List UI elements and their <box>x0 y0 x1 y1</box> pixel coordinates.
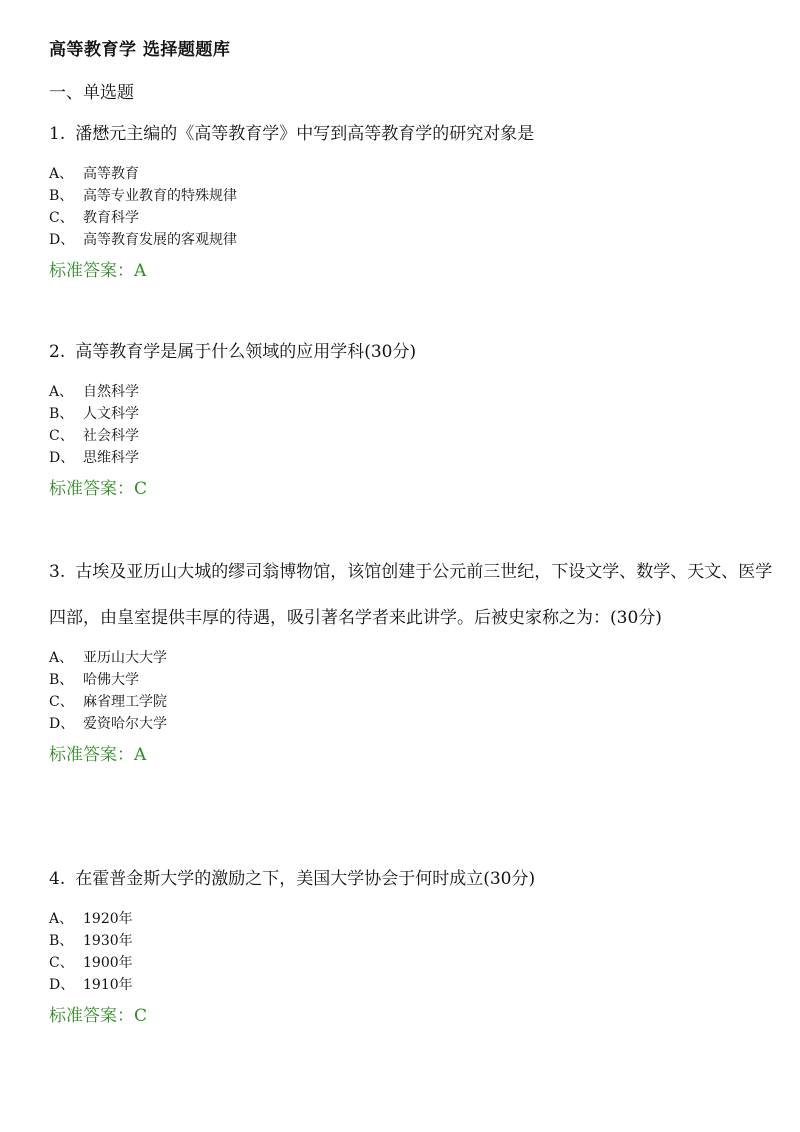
option-letter: C、 <box>49 955 74 971</box>
option-text: 1900年 <box>83 955 133 971</box>
standard-answer <box>49 741 779 769</box>
option-a <box>49 647 779 669</box>
question-text <box>49 549 779 641</box>
question-number: 3. <box>49 562 66 582</box>
option-letter: B、 <box>49 406 74 422</box>
option-text: 爱资哈尔大学 <box>83 716 167 732</box>
answer-value: A <box>134 261 147 281</box>
answer-label: 标准答案： <box>49 745 134 765</box>
option-a <box>49 908 779 930</box>
option-letter: C、 <box>49 210 74 226</box>
option-c <box>49 952 779 974</box>
option-letter: A、 <box>49 166 74 182</box>
answer-label: 标准答案： <box>49 479 134 499</box>
option-text: 高等教育 <box>83 166 139 182</box>
question-3 <box>49 549 779 769</box>
question-body: 古埃及亚历山大城的缪司翁博物馆，该馆创建于公元前三世纪，下设文学、数学、天文、医学四部，由皇室提供丰厚的待遇，吸引著名学者来此讲学。后被史家称之为：(30分) <box>49 562 773 628</box>
option-a <box>49 381 779 403</box>
question-body: 潘懋元主编的《高等教育学》中写到高等教育学的研究对象是 <box>75 124 535 144</box>
option-letter: D、 <box>49 977 75 993</box>
option-text: 教育科学 <box>83 210 139 226</box>
answer-value: A <box>134 745 147 765</box>
option-b <box>49 403 779 425</box>
option-text: 思维科学 <box>83 450 139 466</box>
question-number: 1. <box>49 124 66 144</box>
option-text: 高等教育发展的客观规律 <box>83 232 237 248</box>
option-list <box>49 163 779 251</box>
option-text: 1910年 <box>83 977 133 993</box>
option-text: 自然科学 <box>83 384 139 400</box>
option-d <box>49 447 779 469</box>
option-letter: D、 <box>49 232 75 248</box>
option-b <box>49 930 779 952</box>
answer-value: C <box>134 479 148 499</box>
answer-value: C <box>134 1006 148 1026</box>
question-2 <box>49 329 779 503</box>
standard-answer <box>49 1002 779 1030</box>
answer-label: 标准答案： <box>49 1006 134 1026</box>
standard-answer <box>49 475 779 503</box>
option-text: 1920年 <box>83 911 133 927</box>
option-letter: A、 <box>49 911 74 927</box>
question-text <box>49 329 779 375</box>
section-title: 一、单选题 <box>49 83 134 103</box>
option-text: 麻省理工学院 <box>83 694 167 710</box>
option-letter: A、 <box>49 650 74 666</box>
question-number: 4. <box>49 869 66 889</box>
option-text: 亚历山大大学 <box>83 650 167 666</box>
option-letter: D、 <box>49 450 75 466</box>
question-text <box>49 111 779 157</box>
question-4 <box>49 856 779 1030</box>
option-text: 哈佛大学 <box>83 672 139 688</box>
option-letter: B、 <box>49 933 74 949</box>
question-1 <box>49 111 779 285</box>
option-letter: C、 <box>49 694 74 710</box>
option-text: 人文科学 <box>83 406 139 422</box>
option-text: 1930年 <box>83 933 133 949</box>
answer-label: 标准答案： <box>49 261 134 281</box>
option-c <box>49 425 779 447</box>
option-list <box>49 647 779 735</box>
document-title: 高等教育学 选择题题库 <box>49 40 231 60</box>
question-number: 2. <box>49 342 66 362</box>
option-c <box>49 691 779 713</box>
option-d <box>49 713 779 735</box>
option-text: 高等专业教育的特殊规律 <box>83 188 237 204</box>
option-text: 社会科学 <box>83 428 139 444</box>
option-a <box>49 163 779 185</box>
question-text <box>49 856 779 902</box>
option-letter: A、 <box>49 384 74 400</box>
option-b <box>49 185 779 207</box>
option-c <box>49 207 779 229</box>
option-letter: D、 <box>49 716 75 732</box>
question-body: 高等教育学是属于什么领域的应用学科(30分) <box>75 342 417 362</box>
standard-answer <box>49 257 779 285</box>
option-b <box>49 669 779 691</box>
option-list <box>49 908 779 996</box>
option-letter: C、 <box>49 428 74 444</box>
question-body: 在霍普金斯大学的激励之下，美国大学协会于何时成立(30分) <box>75 869 536 889</box>
option-list <box>49 381 779 469</box>
option-letter: B、 <box>49 188 74 204</box>
option-letter: B、 <box>49 672 74 688</box>
option-d <box>49 974 779 996</box>
option-d <box>49 229 779 251</box>
